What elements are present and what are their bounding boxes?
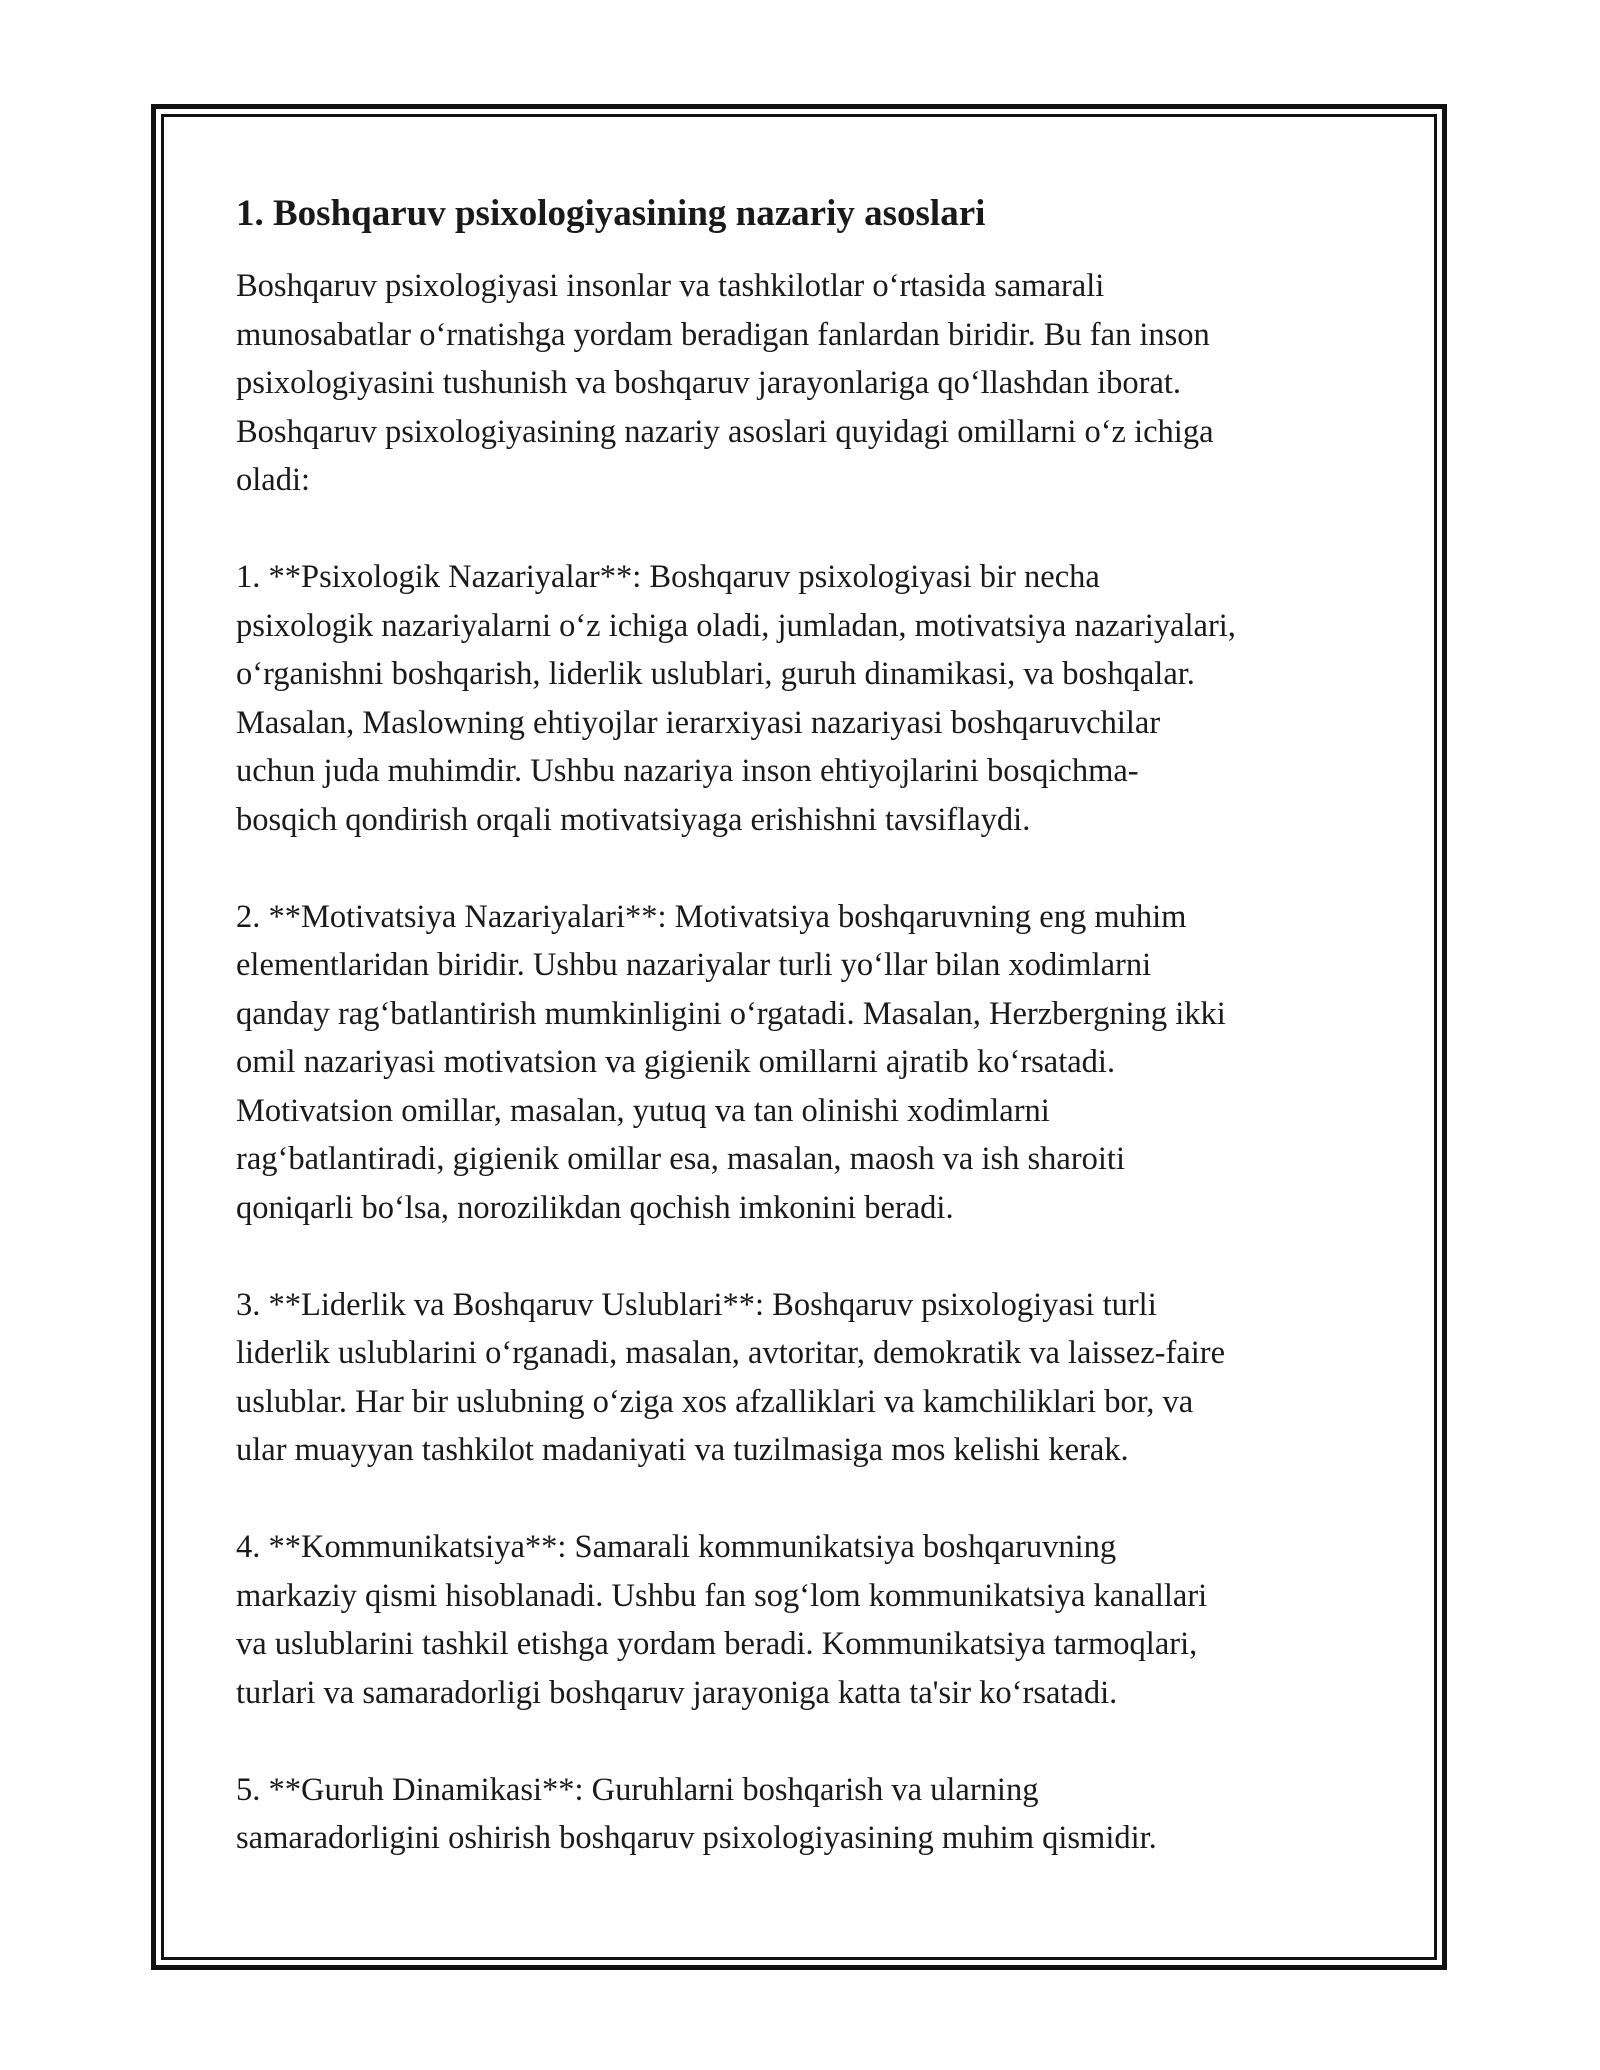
text-line: ular muayyan tashkilot madaniyati va tuzilmasiga mos kelishi kerak. <box>236 1432 1129 1468</box>
text-line: 3. **Liderlik va Boshqaruv Uslublari**: Boshqaruv psixologiyasi turli <box>236 1286 1157 1323</box>
document-body <box>236 190 1366 1911</box>
text-line: psixologiyasini tushunish va boshqaruv jarayonlariga qo‘llashdan iborat. <box>236 365 1182 401</box>
text-line: psixologik nazariyalarni o‘z ichiga oladi, jumladan, motivatsiya nazariyalari, <box>236 607 1236 644</box>
section-heading: 1. Boshqaruv psixologiyasining nazariy asoslari <box>236 193 986 234</box>
text-line: rag‘batlantiradi, gigienik omillar esa, masalan, maosh va ish sharoiti <box>236 1141 1125 1177</box>
text-line: markaziy qismi hisoblanadi. Ushbu fan sog‘lom kommunikatsiya kanallari <box>236 1577 1208 1614</box>
list-item-motivatsiya-nazariyalari <box>236 893 1366 1233</box>
text-line: elementlaridan biridir. Ushbu nazariyalar turli yo‘llar bilan xodimlarni <box>236 947 1152 983</box>
list-item-guruh-dinamikasi <box>236 1766 1366 1863</box>
text-line: 2. **Motivatsiya Nazariyalari**: Motivatsiya boshqaruvning eng muhim <box>236 898 1187 935</box>
text-line: 1. **Psixologik Nazariyalar**: Boshqaruv psixologiyasi bir necha <box>236 559 1100 595</box>
text-line: Boshqaruv psixologiyasi insonlar va tashkilotlar o‘rtasida samarali <box>236 268 1105 304</box>
text-line: oladi: <box>236 462 311 498</box>
text-line: Motivatsion omillar, masalan, yutuq va tan olinishi xodimlarni <box>236 1092 1050 1129</box>
text-line: turlari va samaradorligi boshqaruv jarayoniga katta ta'sir ko‘rsatadi. <box>236 1674 1118 1711</box>
text-line: qanday rag‘batlantirish mumkinligini o‘rgatadi. Masalan, Herzbergning ikki <box>236 995 1226 1032</box>
list-item-kommunikatsiya <box>236 1523 1366 1717</box>
text-line: uchun juda muhimdir. Ushbu nazariya inson ehtiyojlarini bosqichma- <box>236 753 1139 789</box>
list-item-psixologik-nazariyalar <box>236 553 1366 844</box>
intro-paragraph <box>236 262 1366 505</box>
text-line: va uslublarini tashkil etishga yordam beradi. Kommunikatsiya tarmoqlari, <box>236 1626 1198 1662</box>
text-line: 5. **Guruh Dinamikasi**: Guruhlarni boshqarish va ularning <box>236 1771 1039 1808</box>
text-line: qoniqarli bo‘lsa, norozilikdan qochish imkonini beradi. <box>236 1189 954 1226</box>
text-line: Boshqaruv psixologiyasining nazariy asoslari quyidagi omillarni o‘z ichiga <box>236 413 1214 450</box>
list-item-liderlik-uslublari <box>236 1281 1366 1475</box>
text-line: Masalan, Maslowning ehtiyojlar ierarxiyasi nazariyasi boshqaruvchilar <box>236 704 1161 741</box>
text-line: o‘rganishni boshqarish, liderlik uslublari, guruh dinamikasi, va boshqalar. <box>236 656 1195 692</box>
text-line: liderlik uslublarini o‘rganadi, masalan, avtoritar, demokratik va laissez-faire <box>236 1335 1225 1371</box>
text-line: 4. **Kommunikatsiya**: Samarali kommunikatsiya boshqaruvning <box>236 1529 1117 1565</box>
text-line: omil nazariyasi motivatsion va gigienik omillarni ajratib ko‘rsatadi. <box>236 1044 1116 1080</box>
text-line: bosqich qondirish orqali motivatsiyaga erishishni tavsiflaydi. <box>236 801 1031 838</box>
text-line: munosabatlar o‘rnatishga yordam beradigan fanlardan biridir. Bu fan inson <box>236 316 1210 353</box>
text-line: uslublar. Har bir uslubning o‘ziga xos afzalliklari va kamchiliklari bor, va <box>236 1383 1194 1420</box>
text-line: samaradorligini oshirish boshqaruv psixologiyasining muhim qismidir. <box>236 1820 1157 1856</box>
